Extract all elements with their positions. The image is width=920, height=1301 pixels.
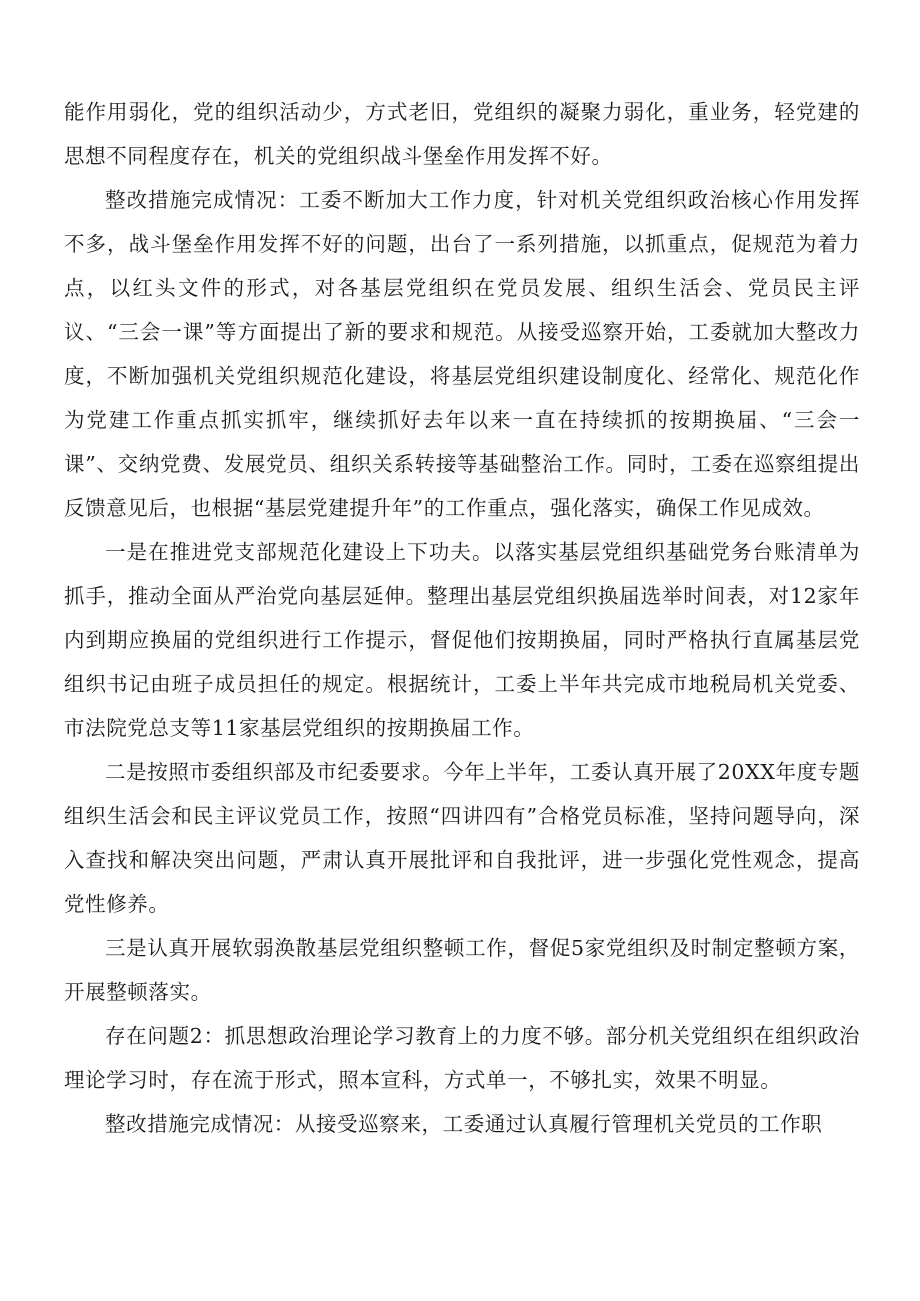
paragraph-problem-two: 存在问题2：抓思想政治理论学习教育上的力度不够。部分机关党组织在组织政治理论学习时，存在流于形式，照本宣科，方式单一，不够扎实，效果不明显。 bbox=[64, 1024, 860, 1092]
paragraph-rectification-status-2: 整改措施完成情况：从接受巡察来，工委通过认真履行管理机关党员的工作职 bbox=[105, 1112, 823, 1136]
paragraph-item-two: 二是按照市委组织部及市纪委要求。今年上半年，工委认真开展了20XX年度专题组织生活会和民主评议党员工作，按照“四讲四有”合格党员标准，坚持问题导向，深入查找和解决突出问题，严肃认真开展批评和自我批评，进一步强化党性观念，提高党性修养。 bbox=[64, 760, 860, 916]
paragraph-rectification-status-1: 整改措施完成情况：工委不断加大工作力度，针对机关党组织政治核心作用发挥不多，战斗堡垒作用发挥不好的问题，出台了一系列措施，以抓重点，促规范为着力点，以红头文件的形式，对各基层党组织在党员发展、组织生活会、党员民主评议、“三会一课”等方面提出了新的要求和规范。从接受巡察开始，工委就加大整改力度，不断加强机关党组织规范化建设，将基层党组织建设制度化、经常化、规范化作为党建工作重点抓实抓牢，继续抓好去年以来一直在持续抓的按期换届、“三会一课”、交纳党费、发展党员、组织关系转接等基础整治工作。同时，工委在巡察组提出反馈意见后，也根据“基层党建提升年”的工作重点，强化落实，确保工作见成效。 bbox=[64, 188, 860, 520]
paragraph-item-three: 三是认真开展软弱涣散基层党组织整顿工作，督促5家党组织及时制定整顿方案，开展整顿落实。 bbox=[64, 936, 860, 1004]
paragraph-item-one: 一是在推进党支部规范化建设上下功夫。以落实基层党组织基础党务台账清单为抓手，推动全面从严治党向基层延伸。整理出基层党组织换届选举时间表，对12家年内到期应换届的党组织进行工作提示，督促他们按期换届，同时严格执行直属基层党组织书记由班子成员担任的规定。根据统计，工委上半年共完成市地税局机关党委、市法院党总支等11家基层党组织的按期换届工作。 bbox=[64, 540, 860, 740]
paragraph-continuation: 能作用弱化，党的组织活动少，方式老旧，党组织的凝聚力弱化，重业务，轻党建的思想不同程度存在，机关的党组织战斗堡垒作用发挥不好。 bbox=[64, 100, 860, 168]
document-body bbox=[64, 90, 860, 1146]
